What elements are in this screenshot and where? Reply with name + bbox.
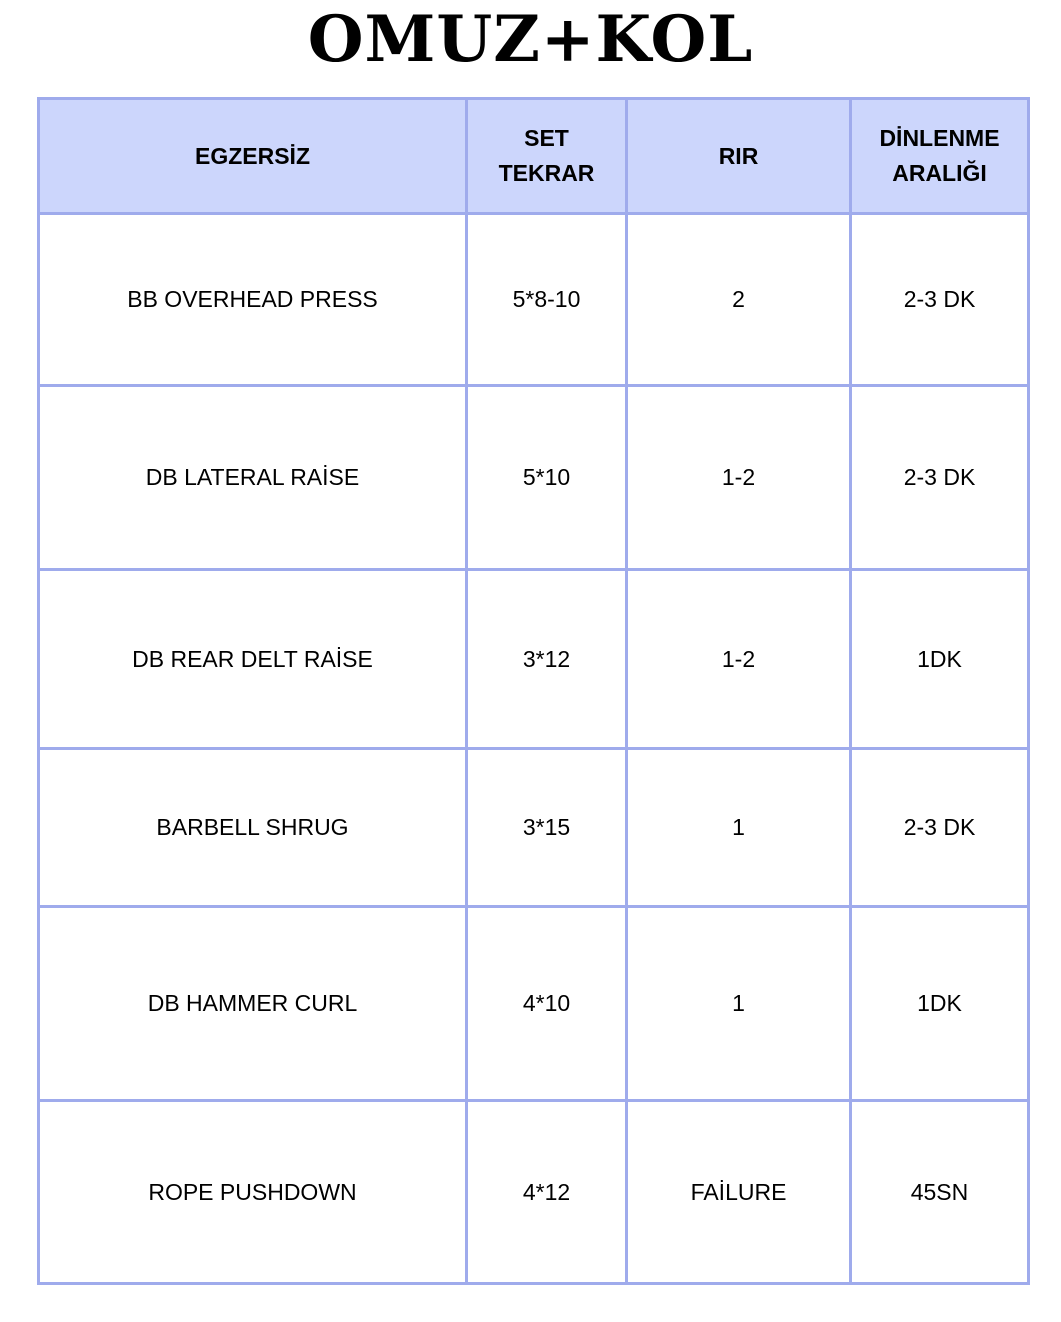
cell-exercise: DB HAMMER CURL: [39, 907, 467, 1101]
cell-sets: 3*12: [467, 570, 627, 749]
cell-exercise: BB OVERHEAD PRESS: [39, 214, 467, 386]
table-header-row: [39, 99, 1029, 214]
cell-rest: 1DK: [851, 570, 1029, 749]
cell-rest: 45SN: [851, 1101, 1029, 1284]
header-rest-label-line2: ARALIĞI: [892, 160, 987, 186]
table-row: [39, 907, 1029, 1101]
cell-sets: 5*8-10: [467, 214, 627, 386]
cell-sets: 5*10: [467, 386, 627, 570]
header-sets-label-line2: TEKRAR: [498, 160, 595, 186]
header-sets: [467, 99, 627, 214]
cell-rir: 1: [627, 907, 851, 1101]
cell-sets: 3*15: [467, 749, 627, 907]
cell-rest: 1DK: [851, 907, 1029, 1101]
header-rir: [627, 99, 851, 214]
cell-rest: 2-3 DK: [851, 386, 1029, 570]
header-rest-label-line1: DİNLENME: [879, 125, 1000, 151]
table-row: [39, 1101, 1029, 1284]
table-row: [39, 570, 1029, 749]
cell-exercise: DB LATERAL RAİSE: [39, 386, 467, 570]
header-exercise-label: EGZERSİZ: [194, 142, 310, 169]
cell-rest: 2-3 DK: [851, 749, 1029, 907]
cell-sets: 4*10: [467, 907, 627, 1101]
cell-rest: 2-3 DK: [851, 214, 1029, 386]
table-row: [39, 214, 1029, 386]
cell-exercise: BARBELL SHRUG: [39, 749, 467, 907]
table-row: [39, 386, 1029, 570]
cell-rir: FAİLURE: [627, 1101, 851, 1284]
cell-rir: 1-2: [627, 570, 851, 749]
cell-rir: 1: [627, 749, 851, 907]
cell-sets: 4*12: [467, 1101, 627, 1284]
table-row: [39, 749, 1029, 907]
cell-exercise: DB REAR DELT RAİSE: [39, 570, 467, 749]
cell-rir: 1-2: [627, 386, 851, 570]
header-sets-label-line1: SET: [524, 125, 569, 151]
page-title: OMUZ+KOL: [307, 2, 754, 77]
header-exercise: [39, 99, 467, 214]
workout-table: [37, 97, 1030, 1285]
cell-rir: 2: [627, 214, 851, 386]
header-rir-label: RIR: [718, 142, 759, 169]
header-rest: [851, 99, 1029, 214]
cell-exercise: ROPE PUSHDOWN: [39, 1101, 467, 1284]
